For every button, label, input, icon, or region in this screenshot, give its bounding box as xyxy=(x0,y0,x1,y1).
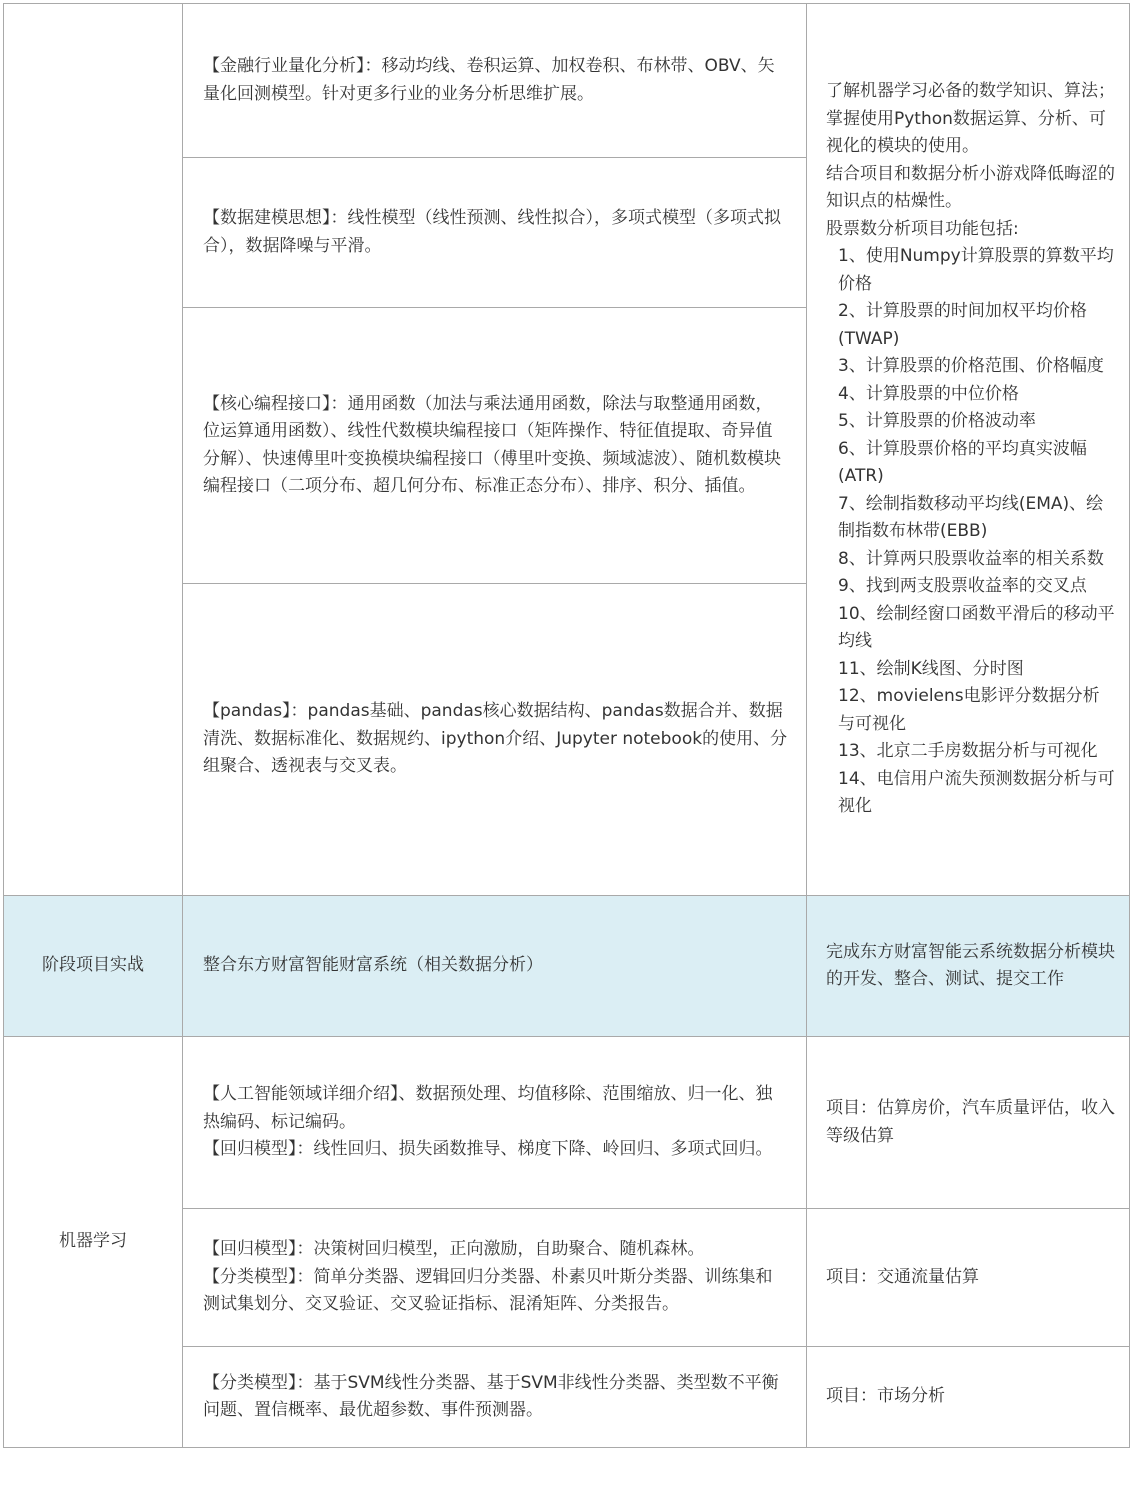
goal-cell xyxy=(807,1209,1130,1347)
goal-line: 结合项目和数据分析小游戏降低晦涩的知识点的枯燥性。 xyxy=(826,163,1115,212)
content-cell xyxy=(183,158,807,308)
goal-text: 项目：交通流量估算 xyxy=(826,1266,979,1287)
goal-text: 项目：估算房价，汽车质量评估，收入等级估算 xyxy=(826,1098,1115,1146)
content-cell xyxy=(183,584,807,896)
goal-line: 14、电信用户流失预测数据分析与可视化 xyxy=(838,768,1115,817)
goal-cell xyxy=(807,4,1130,896)
goal-line: 12、movielens电影评分数据分析与可视化 xyxy=(838,686,1100,734)
goal-line: 13、北京二手房数据分析与可视化 xyxy=(838,741,1098,762)
content-cell xyxy=(183,4,807,158)
content-text: 【回归模型】：决策树回归模型，正向激励，自助聚合、随机森林。 【分类模型】：简单分类器、逻辑回归分类器、朴素贝叶斯分类器、训练集和测试集划分、交叉验证、交叉验证指标、混淆矩阵、分类报告。 xyxy=(203,1239,773,1315)
goal-line: 9、找到两支股票收益率的交叉点 xyxy=(838,576,1087,597)
goal-list xyxy=(826,78,1115,821)
stage-cell xyxy=(4,4,183,896)
content-text: 【人工智能领域详细介绍】、数据预处理、均值移除、范围缩放、归一化、独热编码、标记编码。 【回归模型】：线性回归、损失函数推导、梯度下降、岭回归、多项式回归。 xyxy=(203,1084,773,1160)
content-text: 【分类模型】：基于SVM线性分类器、基于SVM非线性分类器、类型数不平衡问题、置信概率、最优超参数、事件预测器。 xyxy=(203,1372,779,1420)
table-row-highlighted xyxy=(4,896,1130,1037)
content-text: 【金融行业量化分析】：移动均线、卷积运算、加权卷积、布林带、OBV、矢量化回测模型。针对更多行业的业务分析思维扩展。 xyxy=(203,56,775,104)
table-row xyxy=(4,1037,1130,1209)
goal-text: 项目：市场分析 xyxy=(826,1386,945,1407)
goal-cell xyxy=(807,1347,1130,1448)
goal-line: 3、计算股票的价格范围、价格幅度 xyxy=(838,356,1104,377)
stage-cell: 阶段项目实战 xyxy=(4,896,183,1037)
content-text: 【pandas】：pandas基础、pandas核心数据结构、pandas数据合并、数据清洗、数据标准化、数据规约、ipython介绍、Jupyter notebook的使用、分组聚合、透视表与交叉表。 xyxy=(203,701,788,777)
goal-line: 2、计算股票的时间加权平均价格(TWAP) xyxy=(838,301,1087,349)
goal-cell xyxy=(807,1037,1130,1209)
goal-line: 6、计算股票价格的平均真实波幅(ATR) xyxy=(838,438,1087,487)
content-cell xyxy=(183,896,807,1037)
goal-line: 5、计算股票的价格波动率 xyxy=(838,411,1036,432)
content-cell xyxy=(183,1347,807,1448)
content-text: 整合东方财富智能财富系统（相关数据分析） xyxy=(203,955,543,976)
curriculum-page xyxy=(3,3,1130,1448)
curriculum-table xyxy=(3,3,1130,1448)
content-cell xyxy=(183,308,807,584)
goal-line: 7、绘制指数移动平均线(EMA)、绘制指数布林带(EBB) xyxy=(838,493,1104,542)
content-text: 【核心编程接口】：通用函数（加法与乘法通用函数，除法与取整通用函数，位运算通用函数）、线性代数模块编程接口（矩阵操作、特征值提取、奇异值分解）、快速傅里叶变换模块编程接口（傅里叶变换、频域滤波）、随机数模块编程接口（二项分布、超几何分布、标准正态分布）、排序、积分、插值。 xyxy=(203,393,781,496)
goal-cell xyxy=(807,896,1130,1037)
content-text: 【数据建模思想】：线性模型（线性预测、线性拟合），多项式模型（多项式拟合），数据降噪与平滑。 xyxy=(203,208,781,256)
content-cell xyxy=(183,1209,807,1347)
goal-line: 1、使用Numpy计算股票的算数平均价格 xyxy=(838,246,1114,294)
goal-line: 11、绘制K线图、分时图 xyxy=(838,658,1024,679)
goal-line: 4、计算股票的中位价格 xyxy=(838,383,1019,404)
table-row xyxy=(4,4,1130,158)
goal-text: 完成东方财富智能云系统数据分析模块的开发、整合、测试、提交工作 xyxy=(826,941,1115,989)
goal-line: 8、计算两只股票收益率的相关系数 xyxy=(838,548,1104,569)
stage-cell: 机器学习 xyxy=(4,1037,183,1448)
goal-line: 10、绘制经窗口函数平滑后的移动平均线 xyxy=(838,603,1115,652)
goal-line: 了解机器学习必备的数学知识、算法；掌握使用Python数据运算、分析、可视化的模块的使用。 xyxy=(826,81,1115,157)
goal-line: 股票数分析项目功能包括: xyxy=(826,218,1019,239)
content-cell xyxy=(183,1037,807,1209)
